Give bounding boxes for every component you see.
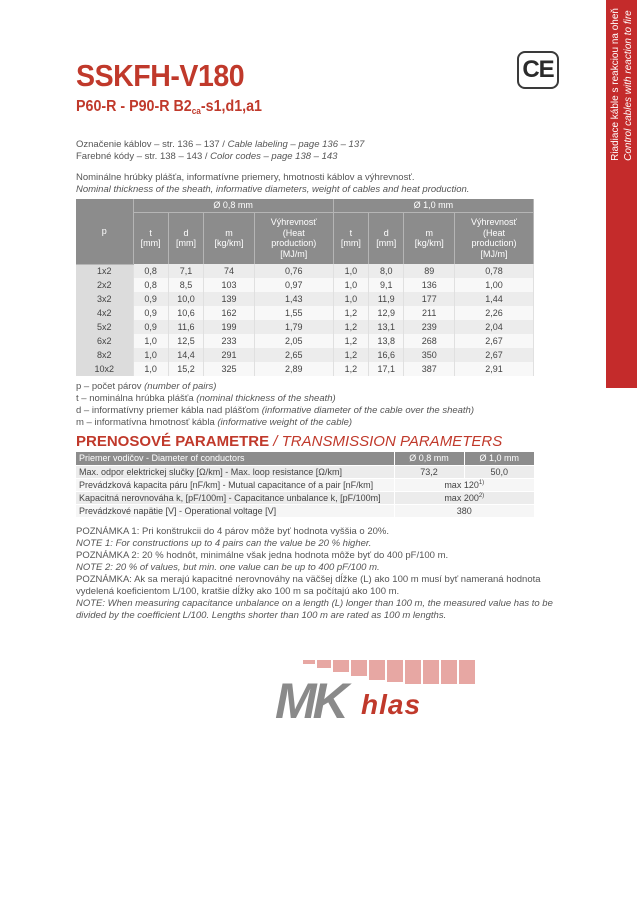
table-cell: 2,91	[454, 362, 533, 376]
table-cell: 2,05	[254, 334, 333, 348]
row-label: 5x2	[76, 320, 133, 334]
table-row	[76, 348, 534, 362]
table-cell: 1,0	[133, 348, 168, 362]
legend-sk: p – počet párov	[76, 381, 145, 392]
header-line: d	[183, 227, 189, 238]
table-row	[76, 504, 534, 517]
note-line: NOTE: When measuring capacitance unbalance on a length (L) longer than 100 m, the measured value has to be divided by the coefficient L/100. Lengths shorter than 100 m are rated as 100 m lengths.	[76, 598, 553, 621]
header-m-10	[404, 212, 455, 264]
legend	[76, 381, 474, 429]
table-cell: 13,8	[369, 334, 404, 348]
sidebar-banner	[606, 0, 637, 388]
footnote-ref: 1)	[478, 479, 485, 486]
table-row	[76, 452, 534, 465]
header-line: m	[225, 227, 233, 238]
table-row	[76, 306, 534, 320]
labeling-info	[76, 139, 364, 163]
table-cell: 11,9	[369, 292, 404, 306]
table-cell: 1,0	[133, 334, 168, 348]
table-cell: 1,2	[333, 306, 368, 320]
legend-item	[76, 381, 474, 393]
table-cell: 17,1	[369, 362, 404, 376]
header-line: m	[425, 227, 433, 238]
param-value	[394, 491, 534, 504]
param-head: Priemer vodičov - Diameter of conductors	[76, 452, 394, 465]
mkhlas-logo	[275, 660, 485, 730]
labeling-l1-sk: Označenie káblov – str. 136 – 137 /	[76, 139, 228, 150]
row-label: 1x2	[76, 264, 133, 278]
param-value-text: max 200	[444, 492, 479, 503]
table-cell: 0,9	[133, 292, 168, 306]
transmission-title	[76, 433, 502, 450]
notes	[76, 526, 566, 622]
table-cell: 0,76	[254, 264, 333, 278]
header-line: [mm]	[140, 238, 161, 249]
table-cell: 2,65	[254, 348, 333, 362]
header-line: (Heat	[482, 227, 505, 238]
table-cell: 387	[404, 362, 455, 376]
note-line: POZNÁMKA 1: Pri konštrukcii do 4 párov môže byť hodnota vyššia o 20%.	[76, 526, 389, 537]
table-cell: 268	[404, 334, 455, 348]
table-cell: 1,2	[333, 362, 368, 376]
row-label: 3x2	[76, 292, 133, 306]
table-cell: 0,8	[133, 264, 168, 278]
table-cell: 12,9	[369, 306, 404, 320]
table-cell: 14,4	[168, 348, 203, 362]
legend-en: (informative weight of the cable)	[217, 417, 353, 428]
table-cell: 350	[404, 348, 455, 362]
transmission-table	[76, 452, 534, 518]
header-group-08: Ø 0,8 mm	[133, 199, 333, 212]
ce-mark-icon: CE	[517, 51, 559, 89]
nominal-en: Nominal thickness of the sheath, informative diameters, weight of cables and heat production.	[76, 184, 470, 195]
table-cell: 1,2	[333, 348, 368, 362]
header-line: [mm]	[376, 238, 397, 249]
note-line: NOTE 1: For constructions up to 4 pairs can the value be 20 % higher.	[76, 538, 372, 549]
table-cell: 177	[404, 292, 455, 306]
row-label: 2x2	[76, 278, 133, 292]
sidebar-text-en: Control cables with reaction to fire	[622, 10, 634, 161]
legend-sk: t – nominálna hrúbka plášťa	[76, 393, 197, 404]
header-line: production)	[271, 238, 317, 249]
header-line: [MJ/m]	[480, 248, 508, 259]
header-line: [kg/km]	[214, 238, 244, 249]
labeling-l2-en: Color codes – page 138 – 143	[210, 151, 338, 162]
labeling-l2-sk: Farebné kódy – str. 138 – 143 /	[76, 151, 211, 162]
legend-item	[76, 393, 474, 405]
table-cell: 1,00	[454, 278, 533, 292]
legend-sk: m – informatívna hmotnosť kábla	[76, 417, 218, 428]
table-row	[76, 491, 534, 504]
legend-item	[76, 405, 474, 417]
table-cell: 0,9	[133, 320, 168, 334]
note-line: POZNÁMKA 2: 20 % hodnôt, minimálne však jedna hodnota môže byť do 400 pF/100 m.	[76, 550, 449, 561]
header-line: d	[383, 227, 389, 238]
table-cell: 10,0	[168, 292, 203, 306]
table-cell: 8,0	[369, 264, 404, 278]
table-cell: 103	[204, 278, 255, 292]
param-value	[394, 478, 534, 491]
table-cell: 1,44	[454, 292, 533, 306]
param-head-10: Ø 1,0 mm	[464, 452, 534, 465]
table-cell: 1,0	[333, 264, 368, 278]
table-row	[76, 278, 534, 292]
table-cell: 16,6	[369, 348, 404, 362]
subtitle-sub: ca	[191, 106, 201, 116]
header-line: [mm]	[340, 238, 361, 249]
table-cell: 1,0	[133, 362, 168, 376]
param-value-text: max 120	[444, 479, 479, 490]
logo-mk: MK	[275, 673, 345, 729]
table-row	[76, 264, 534, 278]
header-p: p	[76, 199, 133, 264]
dimensions-table	[76, 199, 534, 376]
table-cell: 2,04	[454, 320, 533, 334]
header-h-08	[254, 212, 333, 264]
param-label: Max. odpor elektrickej slučky [Ω/km] - Max. loop resistance [Ω/km]	[76, 465, 394, 478]
table-row	[76, 334, 534, 348]
header-line: [MJ/m]	[280, 248, 308, 259]
table-cell: 162	[204, 306, 255, 320]
param-value: 380	[394, 504, 534, 517]
sidebar-text	[609, 8, 635, 161]
table-cell: 1,55	[254, 306, 333, 320]
table-cell: 1,79	[254, 320, 333, 334]
param-head-08: Ø 0,8 mm	[394, 452, 464, 465]
header-line: (Heat	[282, 227, 305, 238]
table-cell: 199	[204, 320, 255, 334]
table-cell: 325	[204, 362, 255, 376]
legend-sk: d – informatívny priemer kábla nad plášťom	[76, 405, 262, 416]
table-cell: 1,0	[333, 292, 368, 306]
table-cell: 136	[404, 278, 455, 292]
table-cell: 7,1	[168, 264, 203, 278]
row-label: 10x2	[76, 362, 133, 376]
sidebar-text-sk: Riadiace káble s reakciou na oheň	[609, 8, 621, 161]
note-line: POZNÁMKA: Ak sa merajú kapacitné nerovnováhy na väčšej dĺžke (L) ako 100 m musí byť nameraná hodnota vydelená koeficientom L/100, kratšie dĺžky ako 100 m sa počítajú ako 100 m.	[76, 574, 541, 597]
header-line: [kg/km]	[414, 238, 444, 249]
header-line: t	[349, 227, 353, 238]
header-line: [mm]	[176, 238, 197, 249]
legend-item	[76, 417, 474, 429]
nominal-sk: Nominálne hrúbky plášťa, informatívne priemery, hmotnosti káblov a výhrevnosť.	[76, 172, 415, 183]
table-cell: 1,0	[333, 278, 368, 292]
table-cell: 1,2	[333, 320, 368, 334]
param-value: 73,2	[394, 465, 464, 478]
table-cell: 0,9	[133, 306, 168, 320]
transmission-title-en: TRANSMISSION PARAMETERS	[281, 433, 503, 450]
table-cell: 1,43	[254, 292, 333, 306]
row-label: 4x2	[76, 306, 133, 320]
nominal-info	[76, 172, 469, 196]
table-cell: 0,97	[254, 278, 333, 292]
product-title: SSKFH-V180	[76, 58, 245, 93]
table-cell: 2,67	[454, 348, 533, 362]
param-label: Prevádzková kapacita páru [nF/km] - Mutual capacitance of a pair [nF/km]	[76, 478, 394, 491]
table-row	[76, 320, 534, 334]
param-label: Kapacitná nerovnováha k, [pF/100m] - Capacitance unbalance k, [pF/100m]	[76, 491, 394, 504]
table-cell: 13,1	[369, 320, 404, 334]
table-row	[76, 465, 534, 478]
table-cell: 239	[404, 320, 455, 334]
table-cell: 1,2	[333, 334, 368, 348]
table-cell: 211	[404, 306, 455, 320]
header-line: Výhrevnosť	[270, 217, 317, 228]
header-t-08	[133, 212, 168, 264]
header-d-08	[168, 212, 203, 264]
table-cell: 291	[204, 348, 255, 362]
product-subtitle	[76, 98, 262, 116]
header-d-10	[369, 212, 404, 264]
subtitle-tail: -s1,d1,a1	[200, 98, 262, 115]
param-label: Prevádzkové napätie [V] - Operational voltage [V]	[76, 504, 394, 517]
legend-en: (informative diameter of the cable over the sheath)	[261, 405, 475, 416]
header-t-10	[333, 212, 368, 264]
table-cell: 12,5	[168, 334, 203, 348]
table-cell: 139	[204, 292, 255, 306]
table-cell: 10,6	[168, 306, 203, 320]
row-label: 6x2	[76, 334, 133, 348]
table-cell: 11,6	[168, 320, 203, 334]
subtitle-main: P60-R - P90-R B2	[76, 98, 192, 115]
transmission-title-sep: /	[269, 433, 282, 450]
table-cell: 74	[204, 264, 255, 278]
table-cell: 2,26	[454, 306, 533, 320]
header-group-10: Ø 1,0 mm	[333, 199, 533, 212]
note-line: NOTE 2: 20 % of values, but min. one value can be up to 400 pF/100 m.	[76, 562, 380, 573]
table-cell: 2,89	[254, 362, 333, 376]
row-label: 8x2	[76, 348, 133, 362]
labeling-l1-en: Cable labeling – page 136 – 137	[227, 139, 365, 150]
table-cell: 233	[204, 334, 255, 348]
transmission-title-sk: PRENOSOVÉ PARAMETRE	[76, 433, 270, 450]
header-line: t	[149, 227, 152, 238]
table-cell: 89	[404, 264, 455, 278]
table-cell: 9,1	[369, 278, 404, 292]
table-cell: 2,67	[454, 334, 533, 348]
table-cell: 0,78	[454, 264, 533, 278]
table-row	[76, 362, 534, 376]
footnote-ref: 2)	[478, 492, 485, 499]
logo-hlas: hlas	[361, 689, 422, 720]
table-row	[76, 292, 534, 306]
legend-en: (nominal thickness of the sheath)	[196, 393, 336, 404]
table-cell: 0,8	[133, 278, 168, 292]
legend-en: (number of pairs)	[144, 381, 217, 392]
header-line: Výhrevnosť	[471, 217, 517, 228]
table-cell: 15,2	[168, 362, 203, 376]
table-cell: 8,5	[168, 278, 203, 292]
table-row	[76, 478, 534, 491]
header-line: production)	[471, 238, 517, 249]
param-value: 50,0	[464, 465, 534, 478]
header-h-10	[454, 212, 533, 264]
header-m-08	[204, 212, 255, 264]
